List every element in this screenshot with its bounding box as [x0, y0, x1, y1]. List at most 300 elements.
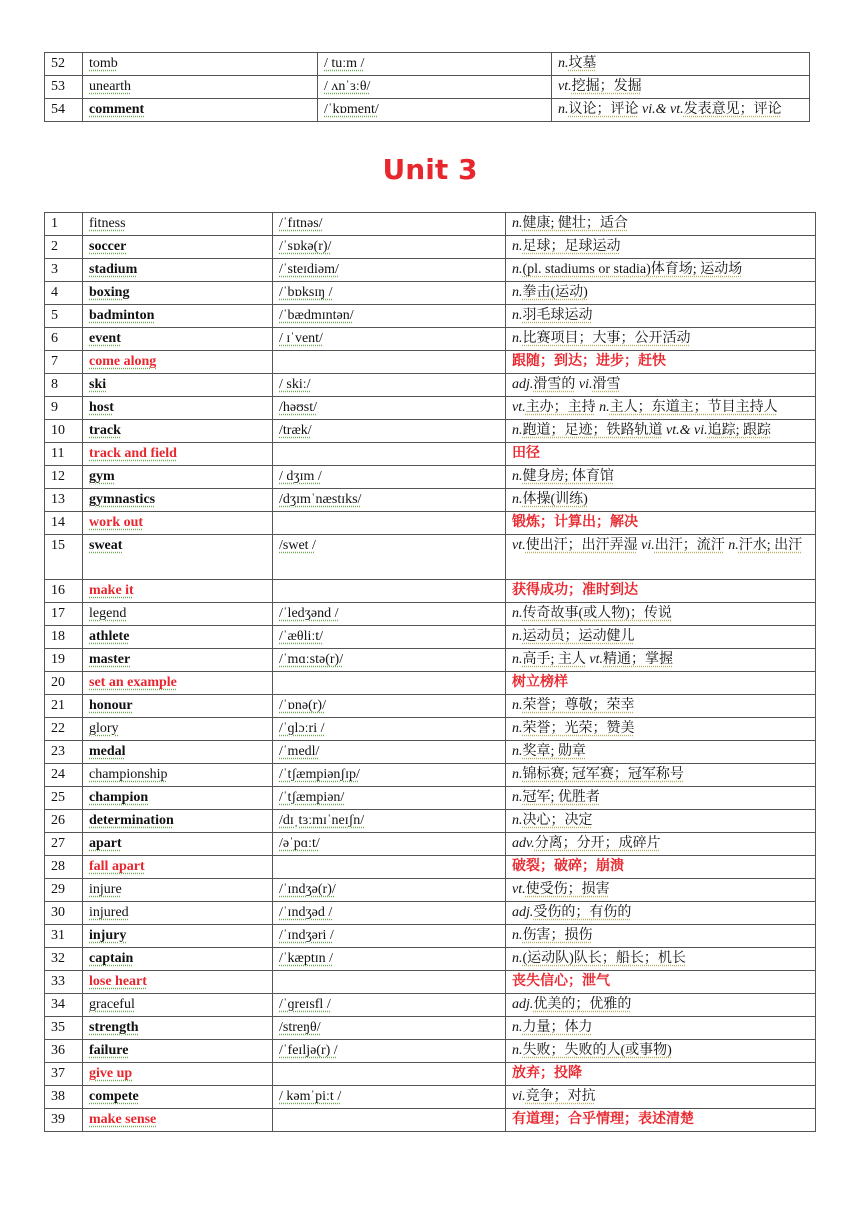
phonetic-cell	[273, 649, 506, 672]
phonetic-cell	[273, 466, 506, 489]
table-row	[45, 489, 816, 512]
table-row	[45, 1063, 816, 1086]
table-row	[45, 902, 816, 925]
word-cell	[83, 810, 273, 833]
row-number: 28	[45, 856, 83, 879]
word-text: ski	[89, 377, 107, 392]
phonetic-cell	[273, 787, 506, 810]
meaning-text: 有道理；合乎情理；表述清楚	[512, 1112, 694, 1127]
meaning-text: 使出汗；出汗弄湿	[525, 538, 638, 553]
phonetic-cell	[273, 535, 506, 580]
word-cell	[83, 902, 273, 925]
meaning-cell	[506, 787, 816, 810]
meaning-text: (pl. stadiums or stadia)体育场; 运动场	[522, 262, 743, 277]
meaning-cell	[506, 603, 816, 626]
part-of-speech: n.	[512, 308, 523, 323]
meaning-text: 伤害；损伤	[522, 928, 593, 943]
meaning-cell	[506, 879, 816, 902]
row-number: 37	[45, 1063, 83, 1086]
meaning-cell	[506, 626, 816, 649]
meaning-text: 获得成功；准时到达	[512, 583, 638, 598]
part-of-speech: n.	[512, 423, 523, 438]
phonetic-cell	[273, 236, 506, 259]
phonetic-text: /ˈɪndʒəd /	[279, 905, 333, 920]
word-cell	[83, 1017, 273, 1040]
table-row	[45, 466, 816, 489]
meaning-cell	[506, 443, 816, 466]
meaning-cell	[506, 1017, 816, 1040]
word-cell	[83, 856, 273, 879]
word-text: compete	[89, 1089, 139, 1104]
phonetic-cell	[273, 764, 506, 787]
word-cell	[83, 925, 273, 948]
row-number: 22	[45, 718, 83, 741]
meaning-text: 比赛项目；大事；公开活动	[522, 331, 691, 346]
meaning-text: 精通；掌握	[603, 652, 673, 667]
table-row	[45, 328, 816, 351]
table-row	[45, 213, 816, 236]
word-text: set an example	[89, 675, 177, 690]
part-of-speech: n.	[512, 721, 523, 736]
word-text: sweat	[89, 538, 123, 553]
phonetic-cell	[273, 328, 506, 351]
meaning-text: 议论；评论	[568, 102, 639, 117]
word-text: badminton	[89, 308, 155, 323]
row-number: 4	[45, 282, 83, 305]
part-of-speech: n.	[512, 767, 523, 782]
meaning-cell	[506, 649, 816, 672]
row-number: 34	[45, 994, 83, 1017]
phonetic-text: /træk/	[279, 423, 312, 438]
phonetic-cell	[273, 489, 506, 512]
word-text: medal	[89, 744, 126, 759]
meaning-cell	[506, 351, 816, 374]
phonetic-text: /ˈɒnə(r)/	[279, 698, 326, 713]
word-cell	[83, 1063, 273, 1086]
meaning-text: 传奇故事(或人物)；传说	[522, 606, 672, 621]
meaning-text: 跟随；到达；进步；赶快	[512, 354, 666, 369]
meaning-cell	[506, 213, 816, 236]
word-text: honour	[89, 698, 133, 713]
word-cell	[83, 1040, 273, 1063]
row-number: 16	[45, 580, 83, 603]
part-of-speech: vt.	[558, 79, 572, 94]
word-cell	[83, 971, 273, 994]
word-cell	[83, 259, 273, 282]
row-number: 20	[45, 672, 83, 695]
meaning-text: 滑雪的	[533, 377, 576, 392]
phonetic-cell	[273, 374, 506, 397]
meaning-cell	[506, 282, 816, 305]
word-cell	[83, 948, 273, 971]
part-of-speech: n.	[512, 239, 523, 254]
phonetic-cell	[273, 810, 506, 833]
part-of-speech: vi.& vt.	[642, 102, 684, 117]
table-row	[45, 1086, 816, 1109]
phonetic-cell	[273, 626, 506, 649]
phonetic-text: /ˈbɒksɪŋ /	[279, 285, 333, 300]
phonetic-cell	[318, 53, 552, 76]
phonetic-text: /ˈmedl/	[279, 744, 320, 759]
phonetic-cell	[273, 971, 506, 994]
meaning-text: 运动员；运动健儿	[522, 629, 635, 644]
meaning-text: 田径	[512, 446, 540, 461]
phonetic-text: /ˈsɒkə(r)/	[279, 239, 332, 254]
table-row	[45, 351, 816, 374]
meaning-cell	[506, 971, 816, 994]
row-number: 39	[45, 1109, 83, 1132]
word-text: give up	[89, 1066, 133, 1081]
vocab-table-previous	[44, 52, 810, 122]
word-text: legend	[89, 606, 127, 621]
phonetic-cell	[273, 259, 506, 282]
phonetic-cell	[273, 420, 506, 443]
word-text: lose heart	[89, 974, 147, 989]
row-number: 5	[45, 305, 83, 328]
part-of-speech: n.	[512, 1020, 523, 1035]
meaning-cell	[506, 810, 816, 833]
word-cell	[83, 535, 273, 580]
phonetic-cell	[273, 1109, 506, 1132]
meaning-text: 健身房; 体育馆	[522, 469, 614, 484]
word-text: boxing	[89, 285, 130, 300]
meaning-text: 使受伤；损害	[525, 882, 610, 897]
meaning-text: 放弃；投降	[512, 1066, 582, 1081]
meaning-cell	[506, 305, 816, 328]
meaning-cell	[506, 397, 816, 420]
row-number: 3	[45, 259, 83, 282]
meaning-text: (运动队)队长；船长；机长	[522, 951, 686, 966]
part-of-speech: n.	[512, 744, 523, 759]
meaning-cell	[506, 236, 816, 259]
part-of-speech: vt.& vi.	[666, 423, 708, 438]
part-of-speech: n.	[512, 790, 523, 805]
table-row	[45, 856, 816, 879]
meaning-text: 受伤的；有伤的	[533, 905, 632, 920]
row-number: 19	[45, 649, 83, 672]
word-text: gymnastics	[89, 492, 156, 507]
table-row	[45, 443, 816, 466]
row-number: 23	[45, 741, 83, 764]
meaning-text: 健康; 健壮；适合	[522, 216, 628, 231]
phonetic-cell	[273, 925, 506, 948]
part-of-speech: vt.	[512, 882, 526, 897]
table-row	[45, 99, 810, 122]
phonetic-text: /ˈtʃæmpiənʃɪp/	[279, 767, 360, 782]
phonetic-text: /ˈæθliːt/	[279, 629, 324, 644]
phonetic-text: / ʌnˈɜːθ/	[324, 79, 371, 94]
word-cell	[83, 626, 273, 649]
phonetic-text: /ˈledʒənd /	[279, 606, 339, 621]
row-number: 13	[45, 489, 83, 512]
meaning-text: 出汗；流汗	[654, 538, 725, 553]
meaning-text: 挖掘；发掘	[571, 79, 642, 94]
meaning-text: 羽毛球运动	[522, 308, 593, 323]
part-of-speech: n.	[512, 606, 523, 621]
table-row	[45, 236, 816, 259]
meaning-cell	[506, 489, 816, 512]
meaning-cell	[506, 695, 816, 718]
part-of-speech: vi.	[641, 538, 655, 553]
part-of-speech: adv.	[512, 836, 535, 851]
meaning-cell	[506, 512, 816, 535]
meaning-cell	[506, 902, 816, 925]
table-row	[45, 512, 816, 535]
meaning-cell	[506, 259, 816, 282]
word-text: track and field	[89, 446, 177, 461]
word-text: injure	[89, 882, 122, 897]
meaning-text: 力量；体力	[522, 1020, 593, 1035]
phonetic-cell	[318, 76, 552, 99]
row-number: 7	[45, 351, 83, 374]
meaning-cell	[506, 535, 816, 580]
phonetic-cell	[273, 580, 506, 603]
meaning-cell	[552, 76, 810, 99]
part-of-speech: n.	[728, 538, 739, 553]
row-number: 29	[45, 879, 83, 902]
word-text: come along	[89, 354, 157, 369]
meaning-cell	[506, 1086, 816, 1109]
word-text: injured	[89, 905, 129, 920]
phonetic-text: /ˈmɑːstə(r)/	[279, 652, 344, 667]
row-number: 2	[45, 236, 83, 259]
row-number: 17	[45, 603, 83, 626]
meaning-text: 足球；足球运动	[522, 239, 621, 254]
meaning-text: 竞争；对抗	[525, 1089, 596, 1104]
phonetic-cell	[273, 741, 506, 764]
word-text: strength	[89, 1020, 139, 1035]
table-row	[45, 718, 816, 741]
phonetic-cell	[273, 1086, 506, 1109]
table-row	[45, 948, 816, 971]
phonetic-text: /ˈfɪtnəs/	[279, 216, 323, 231]
table-row	[45, 741, 816, 764]
table-row	[45, 764, 816, 787]
word-text: master	[89, 652, 131, 667]
part-of-speech: vi.	[512, 1089, 526, 1104]
meaning-text: 丧失信心；泄气	[512, 974, 610, 989]
word-cell	[83, 718, 273, 741]
word-text: captain	[89, 951, 134, 966]
row-number: 18	[45, 626, 83, 649]
word-cell	[83, 76, 318, 99]
word-cell	[83, 328, 273, 351]
phonetic-text: /ˈɪndʒəri /	[279, 928, 334, 943]
word-text: unearth	[89, 79, 131, 94]
meaning-text: 发表意见；评论	[683, 102, 782, 117]
part-of-speech: n.	[512, 331, 523, 346]
table-row	[45, 626, 816, 649]
word-cell	[83, 764, 273, 787]
meaning-cell	[506, 718, 816, 741]
meaning-text: 荣誉；光荣；赞美	[522, 721, 635, 736]
part-of-speech: n.	[558, 56, 569, 71]
phonetic-text: /ˈsteɪdiəm/	[279, 262, 339, 277]
phonetic-cell	[273, 512, 506, 535]
part-of-speech: adj.	[512, 905, 534, 920]
meaning-text: 锦标赛; 冠军赛；冠军称号	[522, 767, 684, 782]
row-number: 32	[45, 948, 83, 971]
phonetic-text: /ˈɡlɔːri /	[279, 721, 325, 736]
word-text: make it	[89, 583, 134, 598]
phonetic-text: /ˈɪndʒə(r)/	[279, 882, 336, 897]
word-cell	[83, 580, 273, 603]
row-number: 11	[45, 443, 83, 466]
table-row	[45, 1040, 816, 1063]
part-of-speech: n.	[512, 928, 523, 943]
table-row	[45, 53, 810, 76]
part-of-speech: n.	[512, 813, 523, 828]
meaning-text: 跑道；足迹；铁路轨道	[522, 423, 663, 438]
word-cell	[83, 1086, 273, 1109]
part-of-speech: vi.	[578, 377, 593, 392]
phonetic-text: / kəmˈpiːt /	[279, 1089, 342, 1104]
phonetic-text: /həʊst/	[279, 400, 318, 415]
word-cell	[83, 879, 273, 902]
part-of-speech: n.	[512, 698, 523, 713]
word-text: stadium	[89, 262, 138, 277]
word-cell	[83, 833, 273, 856]
phonetic-cell	[273, 948, 506, 971]
meaning-cell	[506, 466, 816, 489]
word-text: track	[89, 423, 121, 438]
word-cell	[83, 443, 273, 466]
vocab-table-unit3	[44, 212, 816, 1132]
phonetic-text: /əˈpɑːt/	[279, 836, 320, 851]
word-text: injury	[89, 928, 127, 943]
phonetic-cell	[273, 603, 506, 626]
meaning-text: 拳击(运动)	[522, 285, 588, 300]
word-cell	[83, 603, 273, 626]
word-text: comment	[89, 102, 145, 117]
row-number: 9	[45, 397, 83, 420]
meaning-cell	[506, 1109, 816, 1132]
phonetic-cell	[273, 305, 506, 328]
word-cell	[83, 99, 318, 122]
meaning-text: 失败；失败的人(或事物)	[522, 1043, 672, 1058]
phonetic-cell	[273, 856, 506, 879]
word-text: event	[89, 331, 121, 346]
meaning-cell	[506, 925, 816, 948]
meaning-text: 主人；东道主；节目主持人	[609, 400, 778, 415]
word-cell	[83, 305, 273, 328]
meaning-text: 决心；决定	[522, 813, 593, 828]
meaning-cell	[506, 764, 816, 787]
table-row	[45, 535, 816, 580]
meaning-text: 奖章; 勋章	[522, 744, 586, 759]
meaning-text: 荣誉；尊敬；荣幸	[522, 698, 635, 713]
meaning-text: 体操(训练)	[522, 492, 588, 507]
word-text: soccer	[89, 239, 127, 254]
meaning-text: 高手; 主人	[522, 652, 586, 667]
meaning-text: 坟墓	[568, 56, 597, 71]
meaning-cell	[506, 741, 816, 764]
part-of-speech: n.	[512, 492, 523, 507]
unit-title: Unit 3	[382, 153, 478, 186]
table-row	[45, 259, 816, 282]
phonetic-text: /swet /	[279, 538, 316, 553]
table-row	[45, 695, 816, 718]
word-cell	[83, 512, 273, 535]
phonetic-text: /dʒɪmˈnæstɪks/	[279, 492, 362, 507]
phonetic-cell	[273, 994, 506, 1017]
phonetic-text: /streŋθ/	[279, 1020, 321, 1035]
word-text: champion	[89, 790, 149, 805]
part-of-speech: adj.	[512, 997, 534, 1012]
word-cell	[83, 466, 273, 489]
row-number: 6	[45, 328, 83, 351]
table-row	[45, 1017, 816, 1040]
part-of-speech: n.	[512, 262, 523, 277]
phonetic-text: / dʒɪm /	[279, 469, 322, 484]
word-text: make sense	[89, 1112, 157, 1127]
phonetic-cell	[273, 1017, 506, 1040]
row-number: 38	[45, 1086, 83, 1109]
part-of-speech: n.	[558, 102, 569, 117]
table-row	[45, 787, 816, 810]
table-row	[45, 672, 816, 695]
part-of-speech: n.	[512, 652, 523, 667]
phonetic-cell	[273, 672, 506, 695]
word-cell	[83, 282, 273, 305]
part-of-speech: adj.	[512, 377, 534, 392]
row-number: 1	[45, 213, 83, 236]
part-of-speech: vt.	[512, 538, 526, 553]
word-text: fitness	[89, 216, 126, 231]
phonetic-cell	[273, 1063, 506, 1086]
phonetic-cell	[273, 902, 506, 925]
phonetic-text: /ˈɡreɪsfl /	[279, 997, 331, 1012]
table-row	[45, 282, 816, 305]
row-number: 35	[45, 1017, 83, 1040]
table-row	[45, 925, 816, 948]
word-cell	[83, 649, 273, 672]
phonetic-cell	[318, 99, 552, 122]
word-cell	[83, 787, 273, 810]
meaning-cell	[506, 580, 816, 603]
row-number: 15	[45, 535, 83, 580]
word-cell	[83, 994, 273, 1017]
part-of-speech: n.	[512, 216, 523, 231]
word-cell	[83, 397, 273, 420]
phonetic-text: /ˈbædmɪntən/	[279, 308, 354, 323]
phonetic-cell	[273, 443, 506, 466]
table-row	[45, 76, 810, 99]
row-number: 24	[45, 764, 83, 787]
word-cell	[83, 741, 273, 764]
phonetic-cell	[273, 397, 506, 420]
row-number: 25	[45, 787, 83, 810]
word-text: work out	[89, 515, 144, 530]
row-number: 27	[45, 833, 83, 856]
part-of-speech: n.	[512, 1043, 523, 1058]
meaning-text: 锻炼；计算出；解决	[512, 515, 638, 530]
phonetic-text: /ˈkɒment/	[324, 102, 379, 117]
row-number: 14	[45, 512, 83, 535]
table-row	[45, 305, 816, 328]
word-text: apart	[89, 836, 122, 851]
meaning-cell	[552, 53, 810, 76]
table-row	[45, 971, 816, 994]
row-number: 33	[45, 971, 83, 994]
meaning-cell	[506, 1040, 816, 1063]
phonetic-text: /ˈfeɪljə(r) /	[279, 1043, 338, 1058]
meaning-cell	[506, 374, 816, 397]
meaning-text: 分离；分开；成碎片	[534, 836, 661, 851]
word-text: host	[89, 400, 114, 415]
word-text: graceful	[89, 997, 135, 1012]
phonetic-cell	[273, 213, 506, 236]
